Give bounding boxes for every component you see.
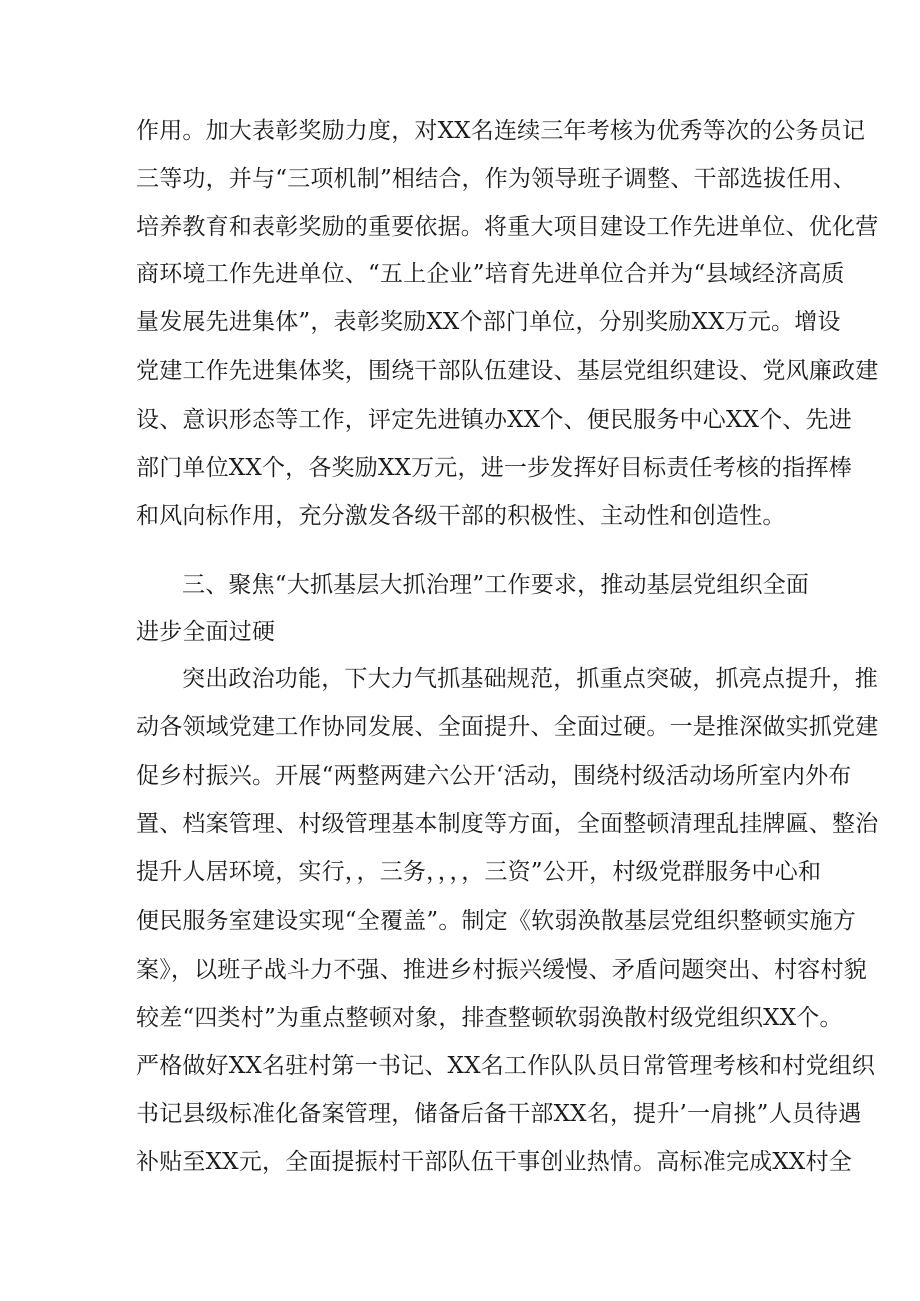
paragraph-2-line-10: 书记县级标准化备案管理，储备后备干部XX名，提升’一肩挑”人员待遇 xyxy=(136,1101,862,1127)
paragraph-2-line-1: 突出政治功能，下大力气抓基础规范，抓重点突破，抓亮点提升，推 xyxy=(182,666,878,692)
paragraph-1-line-2: 三等功，并与“三项机制”相结合，作为领导班子调整、干部选拔任用、 xyxy=(136,166,856,192)
paragraph-2-line-3: 促乡村振兴。开展“两整两建六公开‘活动，围绕村级活动场所室内外布 xyxy=(136,763,852,789)
paragraph-1-line-7: 设、意识形态等工作，评定先进镇办XX个、便民服务中心XX个、先进 xyxy=(136,407,852,433)
paragraph-1-line-3: 培养教育和表彰奖励的重要依据。将重大项目建设工作先进单位、优化营 xyxy=(136,214,879,240)
paragraph-2-line-8: 较差“四类村”为重点整顿对象，排查整顿软弱涣散村级党组织XX个。 xyxy=(136,1005,843,1031)
paragraph-1-line-6: 党建工作先进集体奖，围绕干部队伍建设、基层党组织建设、党风廉政建 xyxy=(136,358,879,384)
paragraph-1-line-1: 作用。加大表彰奖励力度，对XX名连续三年考核为优秀等次的公务员记 xyxy=(136,118,866,144)
paragraph-2-line-6: 便民服务室建设实现“全覆盖”。制定《软弱涣散基层党组织整顿实施方 xyxy=(136,908,856,934)
paragraph-2-line-2: 动各领域党建工作协同发展、全面提升、全面过硬。一是推深做实抓党建 xyxy=(136,714,879,740)
paragraph-2-line-9: 严格做好XX名驻村第一书记、XX名工作队队员日常管理考核和村党组织 xyxy=(136,1053,876,1079)
paragraph-1-line-9: 和风向标作用，充分激发各级干部的积极性、主动性和创造性。 xyxy=(136,503,786,529)
paragraph-1-line-4: 商环境工作先进单位、“五上企业”培育先进单位合并为“县域经济高质 xyxy=(136,261,845,287)
paragraph-2-line-5: 提升人居环境，实行，，三务，，，，三资”公开，村级党群服务中心和 xyxy=(136,859,822,885)
section-heading-line-2: 进步全面过硬 xyxy=(136,619,276,645)
section-heading-line-1: 三、聚焦“大抓基层大抓治理”工作要求，推动基层党组织全面 xyxy=(182,572,810,598)
paragraph-1-line-8: 部门单位XX个，各奖励XX万元，进一步发挥好目标责任考核的指挥棒 xyxy=(136,455,852,481)
paragraph-2-line-7: 案》，以班子战斗力不强、推进乡村振兴缓慢、矛盾问题突出、村容村貌 xyxy=(136,957,867,983)
paragraph-2-line-11: 补贴至XX元，全面提振村干部队伍干事创业热情。高标准完成XX村全 xyxy=(136,1149,852,1175)
paragraph-1-line-5: 量发展先进集体”，表彰奖励XX个部门单位，分别奖励XX万元。增设 xyxy=(136,309,841,335)
paragraph-2-line-4: 置、档案管理、村级管理基本制度等方面，全面整顿清理乱挂牌匾、整治 xyxy=(136,811,879,837)
